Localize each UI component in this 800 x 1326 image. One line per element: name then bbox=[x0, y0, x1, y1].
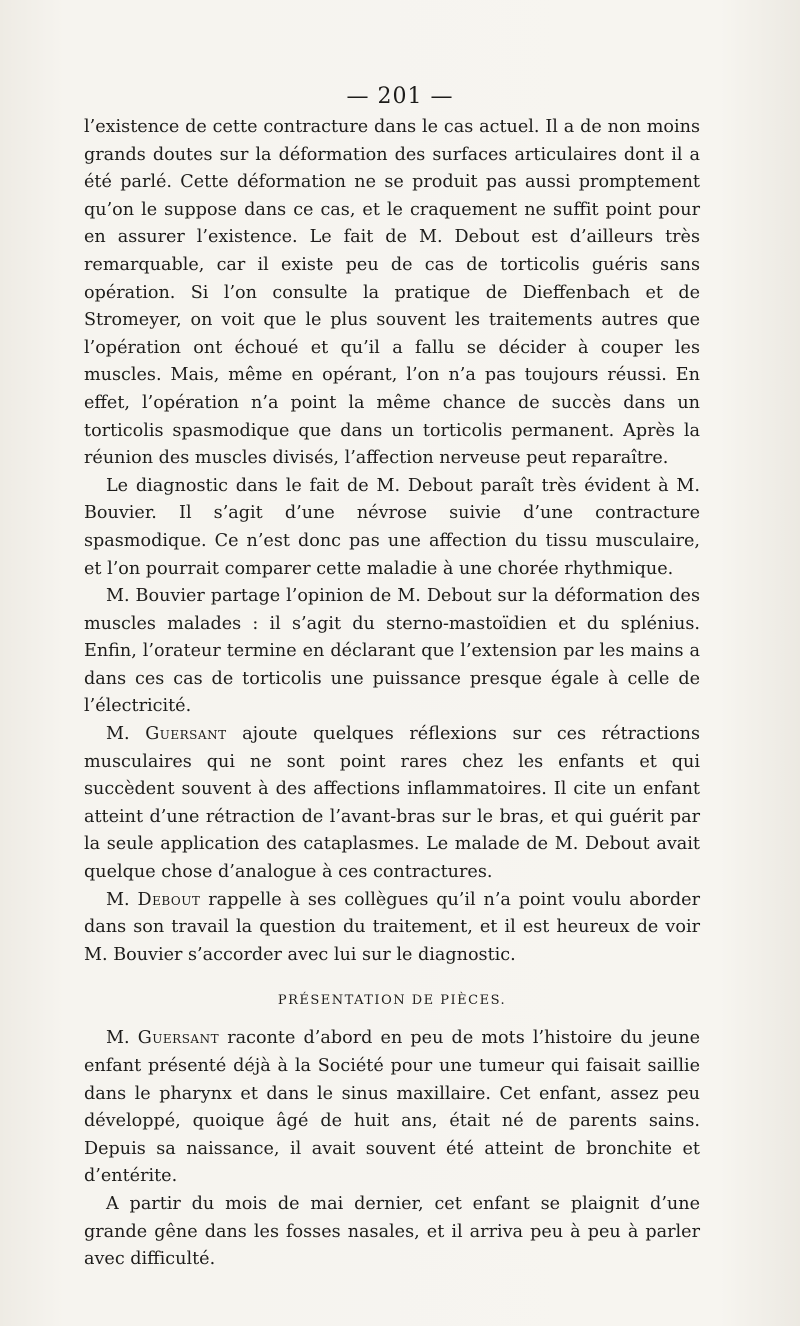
paragraph-text: M. Bouvier partage l’opinion de M. Debout sur la déformation des muscles malades : il s’agit du sterno-mastoïdien et du splénius. Enfin, l’orateur termine en déclarant que l’extension par les mains a dans ces cas de torticolis une puissance presque égale à celle de l’électricité. bbox=[84, 586, 700, 717]
paragraph-text: raconte d’abord en peu de mots l’histoire du jeune enfant présenté déjà à la Société pour une tumeur qui faisait saillie dans le pharynx et dans le sinus maxillaire. Cet enfant, assez peu développé, quoique âgé de huit ans, était né de parents sains. Depuis sa naissance, il avait souvent été atteint de bronchite et d’entérite. bbox=[84, 1028, 701, 1187]
speaker-name: Guersant bbox=[137, 1028, 220, 1049]
paragraph-prefix: M. bbox=[106, 889, 138, 910]
page-number: — 201 — bbox=[346, 84, 454, 109]
paragraph bbox=[84, 473, 700, 583]
paragraph bbox=[84, 1191, 700, 1274]
section-heading: PRÉSENTATION DE PIÈCES. bbox=[277, 993, 507, 1009]
paragraph bbox=[84, 721, 700, 887]
speaker-name: Guersant bbox=[145, 724, 227, 745]
paragraph bbox=[84, 1025, 700, 1191]
paragraph-prefix: M. bbox=[106, 1028, 138, 1049]
paragraph-text: rappelle à ses collègues qu’il n’a point voulu aborder dans son travail la question du traitement, et il est heureux de voir M. Bouvier s’accorder avec lui sur le diagnostic. bbox=[84, 889, 700, 965]
paragraph bbox=[84, 114, 700, 473]
paragraph-text: A partir du mois de mai dernier, cet enfant se plaignit d’une grande gêne dans les fosses nasales, et il arriva peu à peu à parler avec difficulté. bbox=[84, 1193, 700, 1270]
paragraph-text: l’existence de cette contracture dans le cas actuel. Il a de non moins grands doutes sur la déformation des surfaces articulaires dont il a été parlé. Cette déformation ne se produit pas aussi promptement qu’on le suppose dans ce cas, et le craquement ne suffit point pour en assurer l’existence. Le fait de M. Debout est d’ailleurs très remarquable, car il existe peu de cas de torticolis guéris sans opération. Si l’on consulte la pratique de Dieffenbach et de Stromeyer, on voit que le plus souvent les traitements autres que l’opération ont échoué et qu’il a fallu se décider à couper les muscles. Mais, même en opérant, l’on n’a pas toujours réussi. En effet, l’opération n’a point la même chance de succès dans un torticolis spasmodique que dans un torticolis permanent. Après la réunion des muscles divisés, l’affection nerveuse peut reparaître. bbox=[84, 117, 700, 469]
speaker-name: Debout bbox=[137, 889, 201, 910]
paragraph-text: ajoute quelques réflexions sur ces rétractions musculaires qui ne sont point rares chez les enfants et qui succèdent souvent à des affections inflammatoires. Il cite un enfant atteint d’une rétraction de l’avant-bras sur le bras, et qui guérit par la seule application des cataplasmes. Le malade de M. Debout avait quelque chose d’analogue à ces contractures. bbox=[84, 724, 701, 883]
paragraph bbox=[84, 583, 700, 721]
paragraph-prefix: M. bbox=[106, 724, 146, 745]
paragraph bbox=[84, 887, 700, 970]
body-text bbox=[84, 114, 700, 1274]
paragraph-text: Le diagnostic dans le fait de M. Debout paraît très évident à M. Bouvier. Il s’agit d’une névrose suivie d’une contracture spasmodique. Ce n’est donc pas une affection du tissu musculaire, et l’on pourrait comparer cette maladie à une chorée rhythmique. bbox=[84, 475, 700, 579]
